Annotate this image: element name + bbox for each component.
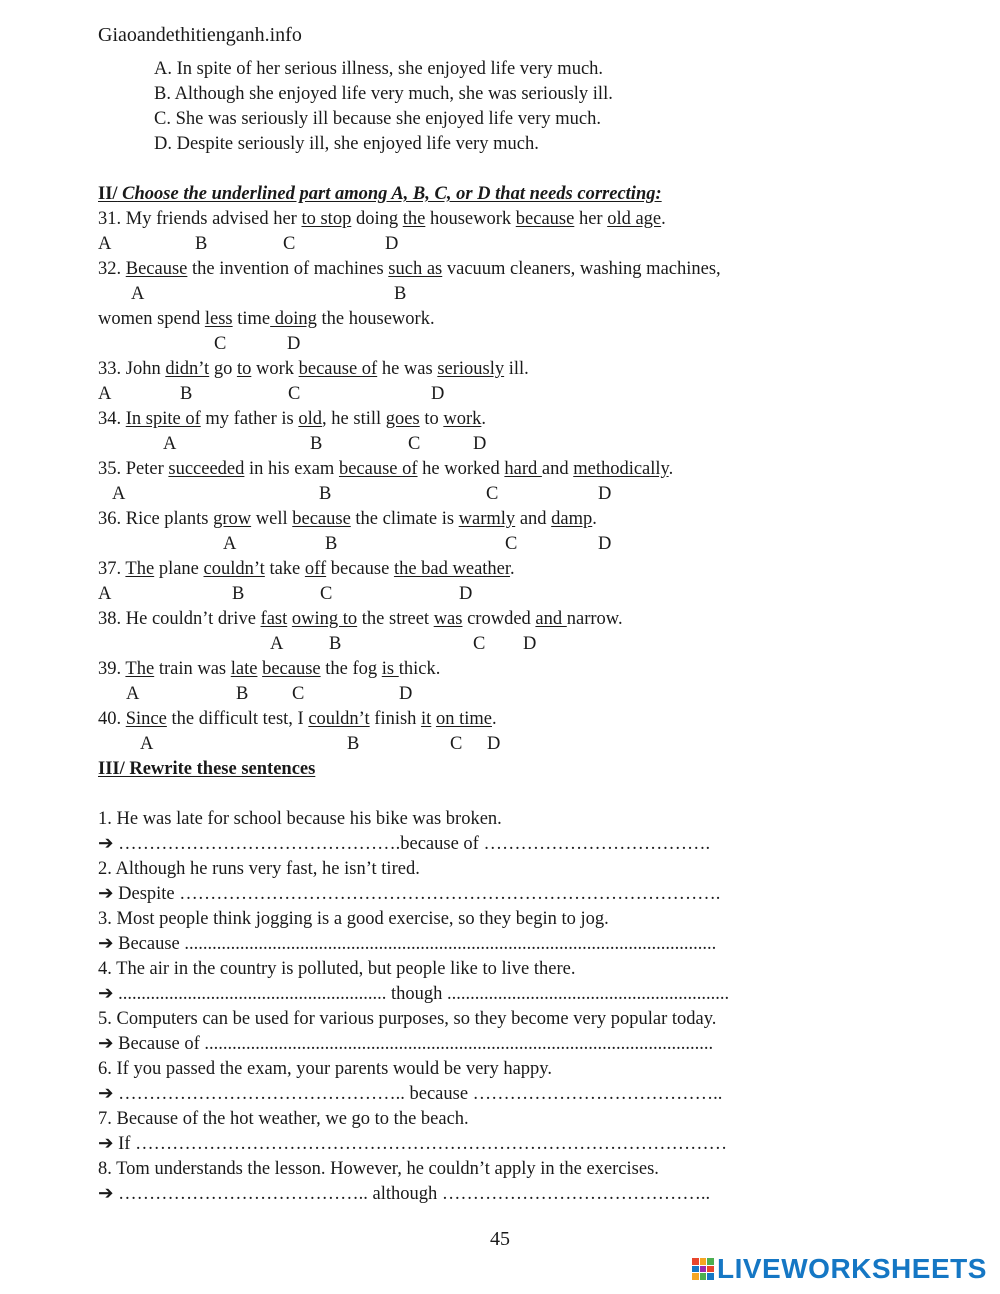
letter-b: B [180, 384, 193, 404]
rewrite-answer-1[interactable]: ➔ ……………………………………….because of ………………………………. [98, 834, 711, 854]
letter-a: A [131, 284, 145, 304]
option-b: B. Although she enjoyed life very much, she was seriously ill. [154, 84, 613, 104]
letter-c: C [450, 734, 463, 754]
letter-b: B [310, 434, 323, 454]
question-37: 37. The plane couldn’t take off because the bad weather. [98, 559, 515, 579]
letter-d: D [287, 334, 301, 354]
letter-c: C [283, 234, 296, 254]
rewrite-sentence-6: 6. If you passed the exam, your parents would be very happy. [98, 1059, 552, 1079]
logo-text: LIVEWORKSHEETS [717, 1253, 987, 1284]
rewrite-answer-7[interactable]: ➔ If …………………………………………………………………………………… [98, 1134, 728, 1154]
letter-c: C [505, 534, 518, 554]
question-34: 34. In spite of my father is old, he still goes to work. [98, 409, 486, 429]
letter-c: C [288, 384, 301, 404]
question-40: 40. Since the difficult test, I couldn’t finish it on time. [98, 709, 497, 729]
letter-d: D [399, 684, 413, 704]
site-header: Giaoandethitienganh.info [98, 24, 302, 46]
letter-b: B [236, 684, 249, 704]
letter-d: D [523, 634, 537, 654]
letter-a: A [112, 484, 126, 504]
letter-c: C [408, 434, 421, 454]
letter-c: C [214, 334, 227, 354]
letter-a: A [98, 234, 112, 254]
letter-a: A [98, 384, 112, 404]
letter-a: A [126, 684, 140, 704]
question-39: 39. The train was late because the fog is thick. [98, 659, 441, 679]
section-3-heading: III/ Rewrite these sentences [98, 759, 316, 779]
option-c: C. She was seriously ill because she enjoyed life very much. [154, 109, 601, 129]
rewrite-sentence-5: 5. Computers can be used for various purposes, so they become very popular today. [98, 1009, 717, 1029]
rewrite-sentence-4: 4. The air in the country is polluted, but people like to live there. [98, 959, 576, 979]
letter-d: D [385, 234, 399, 254]
question-35: 35. Peter succeeded in his exam because of he worked hard and methodically. [98, 459, 674, 479]
letter-d: D [598, 484, 612, 504]
page-number: 45 [490, 1228, 510, 1250]
rewrite-sentence-2: 2. Although he runs very fast, he isn’t tired. [98, 859, 420, 879]
rewrite-answer-5[interactable]: ➔ Because of .............................................................................................................. [98, 1034, 714, 1054]
letter-a: A [223, 534, 237, 554]
letter-b: B [195, 234, 208, 254]
logo-grid-icon [692, 1258, 714, 1280]
question-32: 32. Because the invention of machines such as vacuum cleaners, washing machines, [98, 259, 721, 279]
letter-b: B [329, 634, 342, 654]
rewrite-sentence-7: 7. Because of the hot weather, we go to the beach. [98, 1109, 469, 1129]
option-d: D. Despite seriously ill, she enjoyed life very much. [154, 134, 539, 154]
letter-b: B [319, 484, 332, 504]
question-33: 33. John didn’t go to work because of he was seriously ill. [98, 359, 529, 379]
rewrite-sentence-3: 3. Most people think jogging is a good exercise, so they begin to jog. [98, 909, 609, 929]
letter-c: C [486, 484, 499, 504]
letter-a: A [98, 584, 112, 604]
rewrite-answer-4[interactable]: ➔ .......................................................... though ............................................................. [98, 984, 730, 1004]
letter-d: D [459, 584, 473, 604]
rewrite-answer-8[interactable]: ➔ ………………………………….. although …………………………………….. [98, 1184, 711, 1204]
question-31: 31. My friends advised her to stop doing the housework because her old age. [98, 209, 666, 229]
letter-c: C [292, 684, 305, 704]
letter-a: A [140, 734, 154, 754]
letter-d: D [431, 384, 445, 404]
question-32-cont: women spend less time doing the housework. [98, 309, 435, 329]
rewrite-sentence-1: 1. He was late for school because his bike was broken. [98, 809, 502, 829]
rewrite-sentence-8: 8. Tom understands the lesson. However, he couldn’t apply in the exercises. [98, 1159, 659, 1179]
letter-b: B [394, 284, 407, 304]
letter-a: A [163, 434, 177, 454]
question-36: 36. Rice plants grow well because the climate is warmly and damp. [98, 509, 597, 529]
letter-c: C [473, 634, 486, 654]
letter-b: B [325, 534, 338, 554]
rewrite-answer-6[interactable]: ➔ ……………………………………….. because ………………………………….. [98, 1084, 723, 1104]
section-2-heading: II/ Choose the underlined part among A, B, C, or D that needs correcting: [98, 184, 662, 204]
liveworksheets-logo[interactable] [692, 1253, 987, 1285]
letter-c: C [320, 584, 333, 604]
rewrite-answer-2[interactable]: ➔ Despite ……………………………………………………………………………. [98, 884, 721, 904]
question-38: 38. He couldn’t drive fast owing to the street was crowded and narrow. [98, 609, 623, 629]
letter-a: A [270, 634, 284, 654]
letter-d: D [598, 534, 612, 554]
option-a: A. In spite of her serious illness, she enjoyed life very much. [154, 59, 604, 79]
letter-b: B [232, 584, 245, 604]
letter-d: D [473, 434, 487, 454]
letter-b: B [347, 734, 360, 754]
letter-d: D [487, 734, 501, 754]
rewrite-answer-3[interactable]: ➔ Because ................................................................................................................... [98, 934, 717, 954]
